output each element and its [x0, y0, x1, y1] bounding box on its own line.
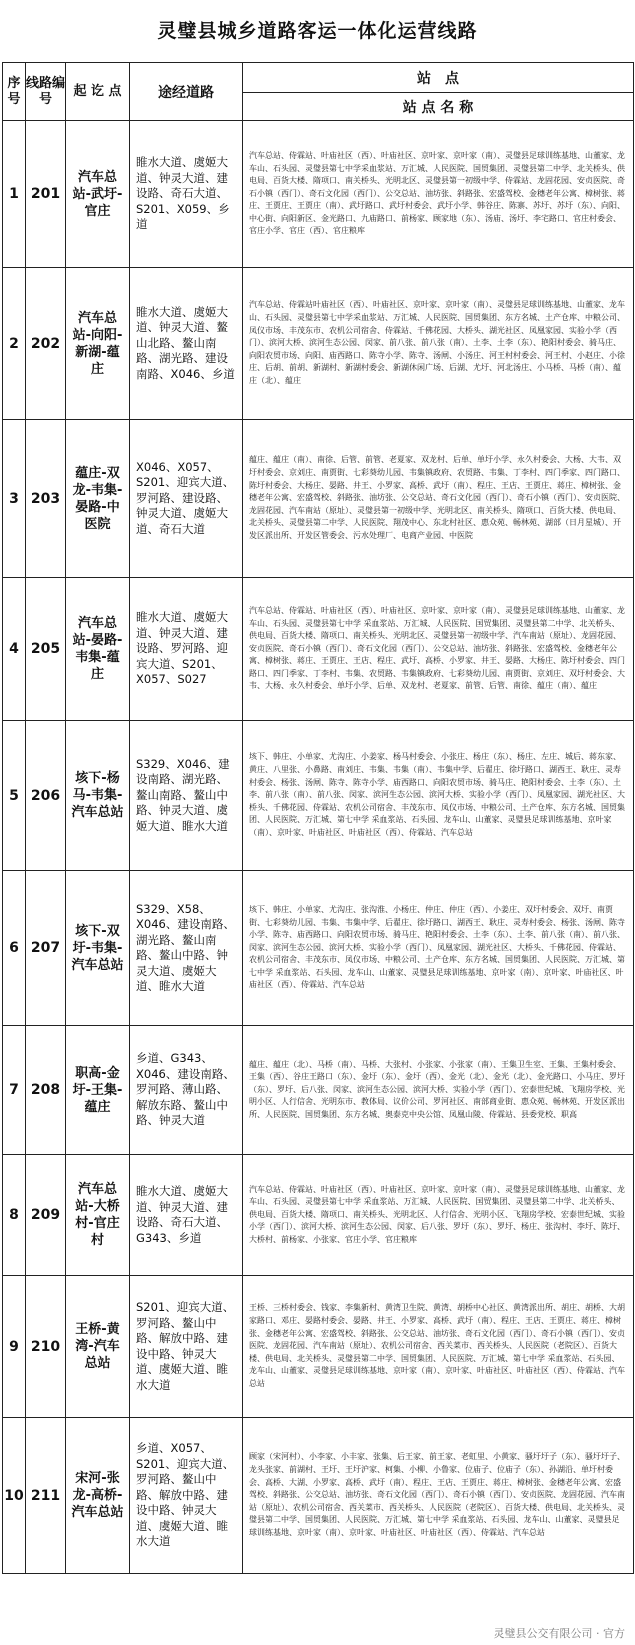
endpoints-cell: 垓下-双圩-韦集-汽车总站 [66, 871, 130, 1026]
table-row [3, 1155, 634, 1276]
seq-cell: 7 [3, 1026, 26, 1155]
table-row [3, 268, 634, 420]
stations-cell: 蕴庄、蕴庄（北）、马桥（南）、马桥、大张村、小张家、小张家（南）、王集卫生室、王集、王集村委会、王集（西）、谷庄王路口（东）、金圩（东）、金圩（西）、金光（北）、金光（北）、金光路口、小马庄、罗圩（东）、罗圩、后八张、闵家、滨河生态公园、滨河大桥、实验小学（西门）、宏泰世纪城、飞翔房学校、光明小区、人行信舍、光明东市、教体局、议价公司、罗河社区、南部商业街、惠众苑、畅林苑、开发区派出所、人民医院、国贸集团、东方名城、奥泰克中央公馆、凤凰山陵、侍霖站、县委党校、职高 [243, 1026, 634, 1155]
endpoints-cell: 汽车总站-大桥村-官庄村 [66, 1155, 130, 1276]
endpoints-cell: 汽车总站-向阳-新湖-蕴庄 [66, 268, 130, 420]
stations-cell: 王桥、三桥村委会、钱家、李集新村、黄湾卫生院、黄湾、胡桥中心社区、黄湾派出所、胡庄、胡桥、大胡家路口、邓庄、晏路村委会、晏路、井王、小罗家、高桥、武圩（南）、程庄、王店、王贾庄、蒋庄、樟树张、金穗老年公寓、宏盛驾校、斜路张、公交总站、油坊张、奇石文化园（西门）、奇石小镇（西门）、安贞医院、龙固花园、汽车南站（原址）、农机公司宿舍、西关菜市、西关桥头、人民医院（老院区）、百货大楼、供电局、北关桥头、灵璧县第二中学、国贸集团、人民医院、万汇城、第七中学 采血浆站、石头园、龙车山、山董家、灵璧县足球训练基地、京叶家（南）、京叶家、叶庙社区、叶庙社区（西）、侍霖站、汽车总站 [243, 1276, 634, 1418]
endpoints-cell: 职高-金圩-王集-蕴庄 [66, 1026, 130, 1155]
header-seq: 序号 [3, 63, 26, 121]
seq-cell: 3 [3, 420, 26, 578]
header-endpoints: 起 讫 点 [66, 63, 130, 121]
endpoints-cell: 王桥-黄湾-汽车总站 [66, 1276, 130, 1418]
header-route-no: 线路编号 [26, 63, 66, 121]
route-no-cell: 206 [26, 721, 66, 871]
roads-cell: 睢水大道、虞姬大道、钟灵大道、建设路、罗河路、迎宾大道、S201、X057、S027 [130, 578, 243, 721]
roads-cell: 睢水大道、虞姬大道、钟灵大道、建设路、奇石大道、S201、X059、乡道 [130, 121, 243, 268]
roads-cell: S329、X046、建设南路、湖光路、鳌山南路、鳌山中路、钟灵大道、虞姬大道、睢水大道 [130, 721, 243, 871]
route-no-cell: 202 [26, 268, 66, 420]
seq-cell: 4 [3, 578, 26, 721]
page-title: 灵璧县城乡道路客运一体化运营线路 [157, 20, 478, 42]
seq-cell: 10 [3, 1418, 26, 1574]
header-stations: 站 点 [243, 63, 634, 93]
stations-cell: 垓下、韩庄、小单家、尤沟庄、小姜家、杨马村委会、小张庄、杨庄（东）、杨庄、左庄、城后、蒋东家、黄庄、八里张、小鼻路、南刘庄、韦集、韦集（南）、韦集中学、后翟庄、徐圩路口、湖西王、耿庄、灵寿村委会、杨张、汤闸、陈寺、陈寺小学、庙西路口、向阳农贸市场、骑马庄、艳阳村委会、土李（东）、土李、前八张（南）、前八张、闵家、滨河生态公园、滨河大桥、实验小学（西门）、凤凰家园、湖光社区、大桥头、千佛花园、侍霖站、农机公司宿舍、丰茂东市、凤仪市场、中粮公司、土产仓库、东方名城、国贸集团、人民医院、万汇城、第七中学 采血浆站、石头园、龙车山、山董家、灵璧县足球训练基地、京叶家（南）、京叶家、叶庙社区、叶庙社区（西）、侍霖站、汽车总站 [243, 721, 634, 871]
table-row [3, 1026, 634, 1155]
roads-cell: S329、X58、X046、建设南路、湖光路、鳌山南路、鳌山中路、钟灵大道、虞姬大道、睢水大道 [130, 871, 243, 1026]
stations-cell: 顾家（宋河村）、小李家、小丰家、张集、后王家、前王家、老虹里、小黄家、骚圩圩子（东）、骚圩圩子、龙头张家、前湖村、王圩、王圩沪家、柯集、小柳、小鲁家、位庙子、位庙子（东）、孙湖沿、单圩村委会、高桥、大湖、小罗家、高桥、武圩（南）、程庄、王店、王贾庄、蒋庄、樟树张、金穗老年公寓、宏盛驾校、斜路张、公交总站、油坊张、奇石文化园（西门）、奇石小镇（西门）、安贞医院、龙固花园、汽车南站（原址）、农机公司宿舍、西关菜市、西关桥头、人民医院（老院区）、百货大楼、供电局、北关桥头、灵璧县第二中学、国贸集团、人民医院、万汇城、第七中学 采血浆站、石头园、龙车山、山董家、灵璧县足球训练基地、京叶家（南）、京叶家、叶庙社区、叶庙社区（西）、侍霖站、汽车总站 [243, 1418, 634, 1574]
endpoints-cell: 汽车总站-晏路-韦集-蕴庄 [66, 578, 130, 721]
table-row [3, 578, 634, 721]
roads-cell: 乡道、G343、X046、建设南路、罗河路、薄山路、解放东路、鳌山中路、钟灵大道 [130, 1026, 243, 1155]
seq-cell: 1 [3, 121, 26, 268]
stations-cell: 汽车总站、侍霖站、叶庙社区（西）、叶庙社区、京叶家、京叶家（南）、灵璧县足球训练基地、山董家、龙车山、石头园、灵璧县第七中学采血浆站、万汇城、人民医院、国贸集团、灵璧县第二中学、北关桥头、供电局、百货大楼、隋项口、南关桥头、光明北区、灵璧县第一初级中学、侍霖站、龙固花园、安贞医院、奇石小镇（西门）、奇石文化园（西门）、公交总站、油坊张、斜路张、宏盛驾校、金穗老年公寓、樟树张、蒋庄、王贾庄、王贾庄（南）、武圩路口、武圩村委会、武圩小学、韩谷庄、陈寨、苏圩、苏圩（东）、向阳、中心街、向阳新区、金光路口、九庙路口、前杨家、顾家地（东）、汤庙、汤圩、李宅路口、官庄村委会、官庄小学、官庄（西）、官庄粮库 [243, 121, 634, 268]
table-row [3, 1418, 634, 1574]
roads-cell: 睢水大道、虞姬大道、钟灵大道、鳌山北路、鳌山南路、湖光路、建设南路、X046、乡道 [130, 268, 243, 420]
watermark: 灵璧县公交有限公司 · 官方 [493, 1627, 625, 1640]
route-no-cell: 207 [26, 871, 66, 1026]
endpoints-cell: 汽车总站-武圩-官庄 [66, 121, 130, 268]
stations-cell: 垓下、韩庄、小单家、尤沟庄、张沟淮、小杨庄、仲庄、仲庄（西）、小姜庄、双圩村委会、双圩、南贾街、七彩葵幼儿园、韦集、韦集中学、后翟庄、徐圩路口、湖西王、耿庄、灵寿村委会、杨张、汤闸、陈寺小学、陈寺、庙西路口、向阳农贸市场、骑马庄、艳阳村委会、土李（东）、土李、前八张（南）、前八张、闵家、滨河生态公园、滨河大桥、实验小学（西门）、凤凰家园、湖光社区、大桥头、千佛花园、侍霖站、农机公司宿舍、丰茂东市、凤仪市场、中粮公司、土产仓库、东方名城、国贸集团、人民医院、万汇城、第七中学 采血浆站、石头园、龙车山、山董家、灵璧县足球训练基地、京叶家（南）、京叶家、叶庙社区、叶庙社区（西）、侍霖站、汽车总站 [243, 871, 634, 1026]
table-row [3, 871, 634, 1026]
seq-cell: 6 [3, 871, 26, 1026]
stations-cell: 汽车总站、侍霖站、叶庙社区（西）、叶庙社区、京叶家、京叶家（南）、灵璧县足球训练基地、山董家、龙车山、石头园、灵璧县第七中学 采血浆站、万汇城、人民医院、国贸集团、灵璧县第二中学、北关桥头、供电局、百货大楼、隋项口、南关桥头、光明北区、灵璧县第一初级中学、汽车南站（原址）、龙固花园、安贞医院、奇石小镇（西门）、奇石文化园（西门）、公交总站、油坊张、斜路张、宏盛驾校、金穗老年公寓、樟树张、蒋庄、王贾庄、王店、程庄、武圩、高桥、小罗家、井王、晏路、大杨庄、陈圩村委会、四门路口、四门季家、丁李村、韦集、农贸路、韦集镇政府、七彩葵幼儿园、南贾街、京刘庄、双圩村委会、大韦、大杨、永久村委会、单圩小学、后单、双龙村、老夏家、前管、后管、南徐、蕴庄（南）、蕴庄 [243, 578, 634, 721]
roads-cell: 乡道、X057、S201、迎宾大道、罗河路、鳌山中路、解放中路、建设中路、钟灵大道、虞姬大道、睢水大道 [130, 1418, 243, 1574]
endpoints-cell: 蕴庄-双龙-韦集-晏路-中医院 [66, 420, 130, 578]
roads-cell: S201、迎宾大道、罗河路、鳌山中路、解放中路、建设中路、钟灵大道、虞姬大道、睢水大道 [130, 1276, 243, 1418]
route-no-cell: 205 [26, 578, 66, 721]
stations-cell: 蕴庄、蕴庄（南）、南徐、后管、前管、老夏家、双龙村、后单、单圩小学、永久村委会、大杨、大韦、双圩村委会、京刘庄、南贾街、七彩葵幼儿园、韦集镇政府、农贸路、韦集、丁李村、四门季家、四门路口、陈圩村委会、大杨庄、晏路、井王、小罗家、高桥、武圩（南）、程庄、王店、王贾庄、蒋庄、樟树张、金穗老年公寓、宏盛驾校、斜路张、油坊张、公交总站、奇石文化园（西门）、奇石小镇（西门）、安贞医院、龙固花园、汽车南站（原址）、灵璧县第一初级中学、光明北区、南关桥头、隋项口、百货大楼、供电局、北关桥头、灵璧县第二中学、人民医院、翔茂中心、东北村社区、惠众苑、畅林苑、湖部（日月星城）、开发区派出所、开发区管委会、污水处理厂、电商产业园、中医院 [243, 420, 634, 578]
stations-cell: 汽车总站、侍霖站、叶庙社区（西）、叶庙社区、京叶家、京叶家（南）、灵璧县足球训练基地、山董家、龙车山、石头园、灵璧县第七中学 采血浆站、万汇城、人民医院、国贸集团、灵璧县第二中学、北关桥头、供电局、百货大楼、隋项口、南关桥头、光明北区、人行信舍、光明小区、飞翔房学校、宏泰世纪城、实验小学（西门）、滨河大桥、滨河生态公园、闵家、后八张、罗圩（东）、罗圩、杨庄、张沟村、李圩、陈圩、大桥村、前杨家、小张家、官庄小学、官庄粮库 [243, 1155, 634, 1276]
header-station-names: 站 点 名 称 [243, 93, 634, 121]
seq-cell: 9 [3, 1276, 26, 1418]
route-table [2, 62, 634, 1574]
table-row [3, 721, 634, 871]
seq-cell: 8 [3, 1155, 26, 1276]
route-no-cell: 201 [26, 121, 66, 268]
endpoints-cell: 垓下-杨马-韦集-汽车总站 [66, 721, 130, 871]
header-roads: 途经道路 [130, 63, 243, 121]
seq-cell: 5 [3, 721, 26, 871]
table-row [3, 121, 634, 268]
seq-cell: 2 [3, 268, 26, 420]
route-no-cell: 210 [26, 1276, 66, 1418]
endpoints-cell: 宋河-张龙-高桥-汽车总站 [66, 1418, 130, 1574]
route-no-cell: 208 [26, 1026, 66, 1155]
stations-cell: 汽车总站、侍霖站叶庙社区（西）、叶庙社区、京叶家、京叶家（南）、灵璧县足球训练基地、山董家、龙车山、石头园、灵璧县第七中学采血浆站、万汇城、人民医院、国贸集团、东方名城、土产仓库、中粮公司、凤仪市场、丰茂东市、农机公司宿舍、侍霖站、千佛花园、大桥头、湖光社区、凤凰家园、实验小学（西门）、滨河大桥、滨河生态公园、闵家、前八张、前八张（南）、土李、土李（东）、艳阳村委会、骑马庄、向阳农贸市场、向阳、庙西路口、陈寺小学、陈寺、汤闸、小汤庄、河王村村委会、河王村、小赵庄、小徐庄、后胡、前胡、新湖村、新湖村委会、新湖休闲广场、后湖、尤圩、河北汤庄、小马桥、马桥（南）、蕴庄（北）、蕴庄 [243, 268, 634, 420]
roads-cell: 睢水大道、虞姬大道、钟灵大道、建设路、奇石大道、G343、乡道 [130, 1155, 243, 1276]
route-no-cell: 209 [26, 1155, 66, 1276]
route-no-cell: 211 [26, 1418, 66, 1574]
table-row [3, 1276, 634, 1418]
roads-cell: X046、X057、S201、迎宾大道、罗河路、建设路、钟灵大道、虞姬大道、奇石大道 [130, 420, 243, 578]
route-no-cell: 203 [26, 420, 66, 578]
table-row [3, 420, 634, 578]
